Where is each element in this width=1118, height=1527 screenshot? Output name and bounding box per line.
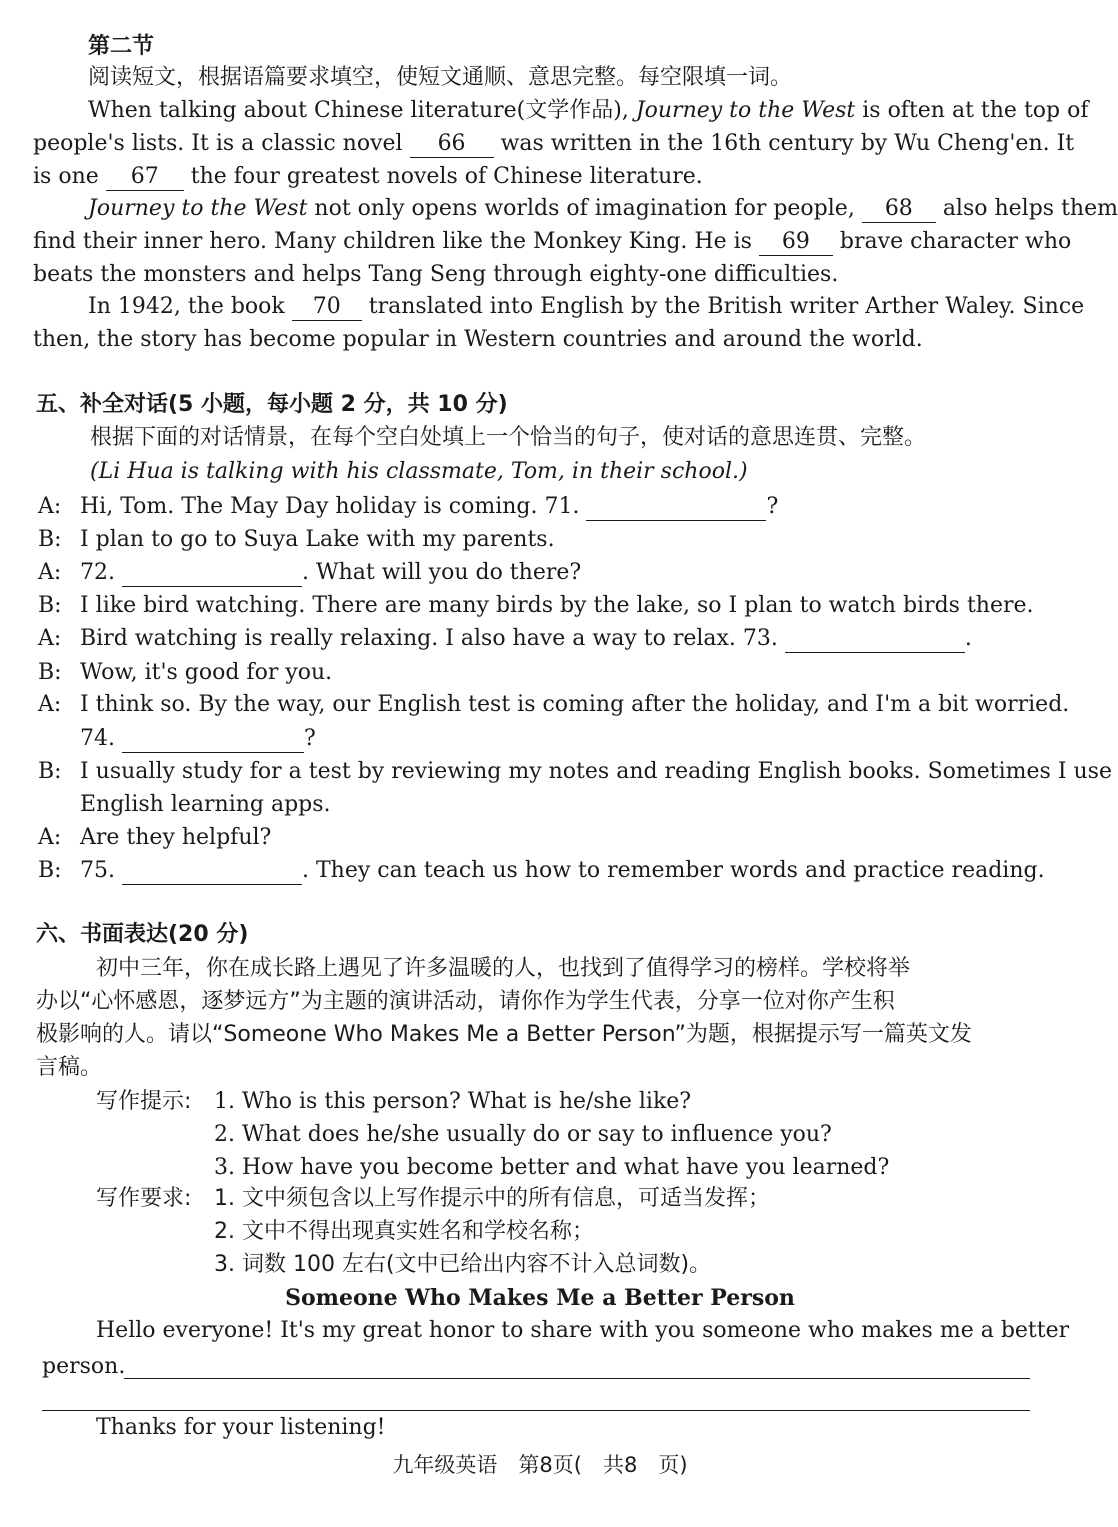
passage-line [33, 129, 1075, 159]
dialogue-text: . [964, 626, 972, 651]
dialogue-line [38, 624, 972, 654]
dialogue-text: I like bird watching. There are many birds by the lake, so I plan to watch birds there. [80, 593, 1034, 618]
dialogue-text: Hi, Tom. The May Day holiday is coming. 71. [80, 494, 580, 519]
passage-text: people's lists. It is a classic novel [33, 131, 403, 156]
dialogue-speaker: B: [38, 527, 62, 552]
writing-prompt-line: 初中三年，你在成长路上遇见了许多温暖的人，也找到了值得学习的榜样。学校将举 [96, 956, 911, 981]
dialogue-speaker: B: [38, 858, 62, 883]
section-2-instruction: 阅读短文，根据语篇要求填空，使短文通顺、意思完整。每空限填一词。 [88, 65, 793, 90]
dialogue-text: I plan to go to Suya Lake with my parents. [80, 527, 555, 552]
dialogue-speaker: A: [38, 825, 62, 850]
dialogue-line [38, 823, 271, 853]
requirement-item: 1. 文中须包含以上写作提示中的所有信息，可适当发挥； [214, 1186, 770, 1211]
blank-69[interactable]: 69 [759, 229, 833, 256]
writing-prompt-line: 办以“心怀感恩，逐梦远方”为主题的演讲活动，请你作为学生代表，分享一位对你产生积 [36, 989, 895, 1014]
requirements-label: 写作要求: [96, 1186, 192, 1211]
dialogue-text: 74. [80, 726, 115, 751]
hints-label: 写作提示: [96, 1089, 192, 1114]
answer-blank[interactable] [785, 626, 965, 653]
writing-prompt-line: 极影响的人。请以“Someone Who Makes Me a Better Person”为题，根据提示写一篇英文发 [36, 1022, 972, 1047]
passage-text: the four greatest novels of Chinese literature. [190, 164, 703, 189]
section-5-heading: 五、补全对话(5 小题，每小题 2 分，共 10 分) [36, 392, 508, 417]
blank-68[interactable]: 68 [862, 196, 936, 223]
dialogue-line [38, 724, 316, 754]
dialogue-text: ? [766, 494, 779, 519]
section-2-heading: 第二节 [88, 34, 155, 59]
passage-text: brave character who [839, 229, 1072, 254]
passage-line [88, 292, 1085, 322]
blank-67[interactable]: 67 [106, 164, 184, 191]
dialogue-text: I usually study for a test by reviewing my notes and reading English books. Sometimes I use [80, 759, 1112, 784]
dialogue-speaker: B: [38, 759, 62, 784]
page-footer: 九年级英语 第8页( 共8 页) [392, 1453, 688, 1477]
dialogue-line [38, 658, 332, 688]
passage-text: When talking about Chinese literature(文学作品), [88, 98, 636, 123]
hint-item: 3. How have you become better and what have you learned? [214, 1155, 890, 1180]
book-title: Journey to the West [88, 196, 308, 221]
hint-item: 1. Who is this person? What is he/she like? [214, 1089, 692, 1114]
blank-66[interactable]: 66 [410, 131, 494, 158]
answer-blank[interactable] [122, 560, 302, 587]
dialogue-text: Wow, it's good for you. [80, 660, 333, 685]
dialogue-text: ? [304, 726, 316, 751]
dialogue-line [38, 856, 1045, 886]
dialogue-line [38, 690, 1069, 720]
requirement-item: 3. 词数 100 左右(文中已给出内容不计入总词数)。 [214, 1252, 712, 1277]
dialogue-line [38, 558, 581, 588]
dialogue-line [38, 525, 555, 555]
essay-title: Someone Who Makes Me a Better Person [285, 1285, 795, 1311]
dialogue-speaker: A: [38, 560, 62, 585]
answer-blank[interactable] [122, 858, 302, 885]
dialogue-line [38, 757, 1112, 787]
passage-line [33, 227, 1072, 257]
passage-text: find their inner hero. Many children like the Monkey King. He is [33, 229, 752, 254]
essay-closing: Thanks for your listening! [96, 1415, 386, 1440]
passage-text: was written in the 16th century by Wu Cheng'en. It [500, 131, 1075, 156]
passage-text: also helps them [942, 196, 1118, 221]
passage-line [88, 194, 1118, 224]
passage-line: then, the story has become popular in Western countries and around the world. [33, 327, 923, 352]
dialogue-text: 72. [80, 560, 115, 585]
passage-text: is one [33, 164, 99, 189]
dialogue-line [38, 591, 1034, 621]
section-5-instruction: 根据下面的对话情景，在每个空白处填上一个恰当的句子，使对话的意思连贯、完整。 [90, 425, 927, 450]
dialogue-line [38, 492, 778, 522]
dialogue-context: (Li Hua is talking with his classmate, Tom, in their school.) [90, 459, 748, 484]
dialogue-text: 75. [80, 858, 115, 883]
dialogue-speaker: A: [38, 494, 62, 519]
dialogue-text: Are they helpful? [80, 825, 272, 850]
passage-line: beats the monsters and helps Tang Seng through eighty-one difficulties. [33, 262, 839, 287]
dialogue-speaker: A: [38, 626, 62, 651]
answer-line[interactable] [124, 1378, 1030, 1379]
dialogue-text: Bird watching is really relaxing. I also have a way to relax. 73. [80, 626, 778, 651]
passage-line [88, 96, 1089, 126]
dialogue-text: . What will you do there? [302, 560, 582, 585]
answer-blank[interactable] [586, 494, 766, 521]
writing-prompt-line: 言稿。 [36, 1055, 103, 1080]
book-title: Journey to the West [635, 98, 856, 123]
passage-text: In 1942, the book [88, 294, 285, 319]
essay-opening: Hello everyone! It's my great honor to share with you someone who makes me a better [96, 1318, 1070, 1343]
blank-70[interactable]: 70 [292, 294, 362, 321]
dialogue-text: . They can teach us how to remember words and practice reading. [302, 858, 1045, 883]
section-6-heading: 六、书面表达(20 分) [36, 922, 249, 947]
passage-line [33, 162, 703, 192]
requirement-item: 2. 文中不得出现真实姓名和学校名称； [214, 1219, 594, 1244]
dialogue-speaker: A: [38, 692, 62, 717]
passage-text: translated into English by the British writer Arther Waley. Since [368, 294, 1085, 319]
dialogue-text: I think so. By the way, our English test is coming after the holiday, and I'm a bit worried. [80, 692, 1070, 717]
answer-line[interactable] [42, 1410, 1030, 1411]
answer-blank[interactable] [122, 726, 304, 753]
passage-text: not only opens worlds of imagination for people, [307, 196, 855, 221]
dialogue-text: English learning apps. [80, 792, 331, 817]
dialogue-speaker: B: [38, 660, 62, 685]
passage-text: is often at the top of [855, 98, 1089, 123]
essay-opening: person. [42, 1354, 126, 1379]
dialogue-speaker: B: [38, 593, 62, 618]
dialogue-line [38, 790, 331, 820]
hint-item: 2. What does he/she usually do or say to influence you? [214, 1122, 832, 1147]
